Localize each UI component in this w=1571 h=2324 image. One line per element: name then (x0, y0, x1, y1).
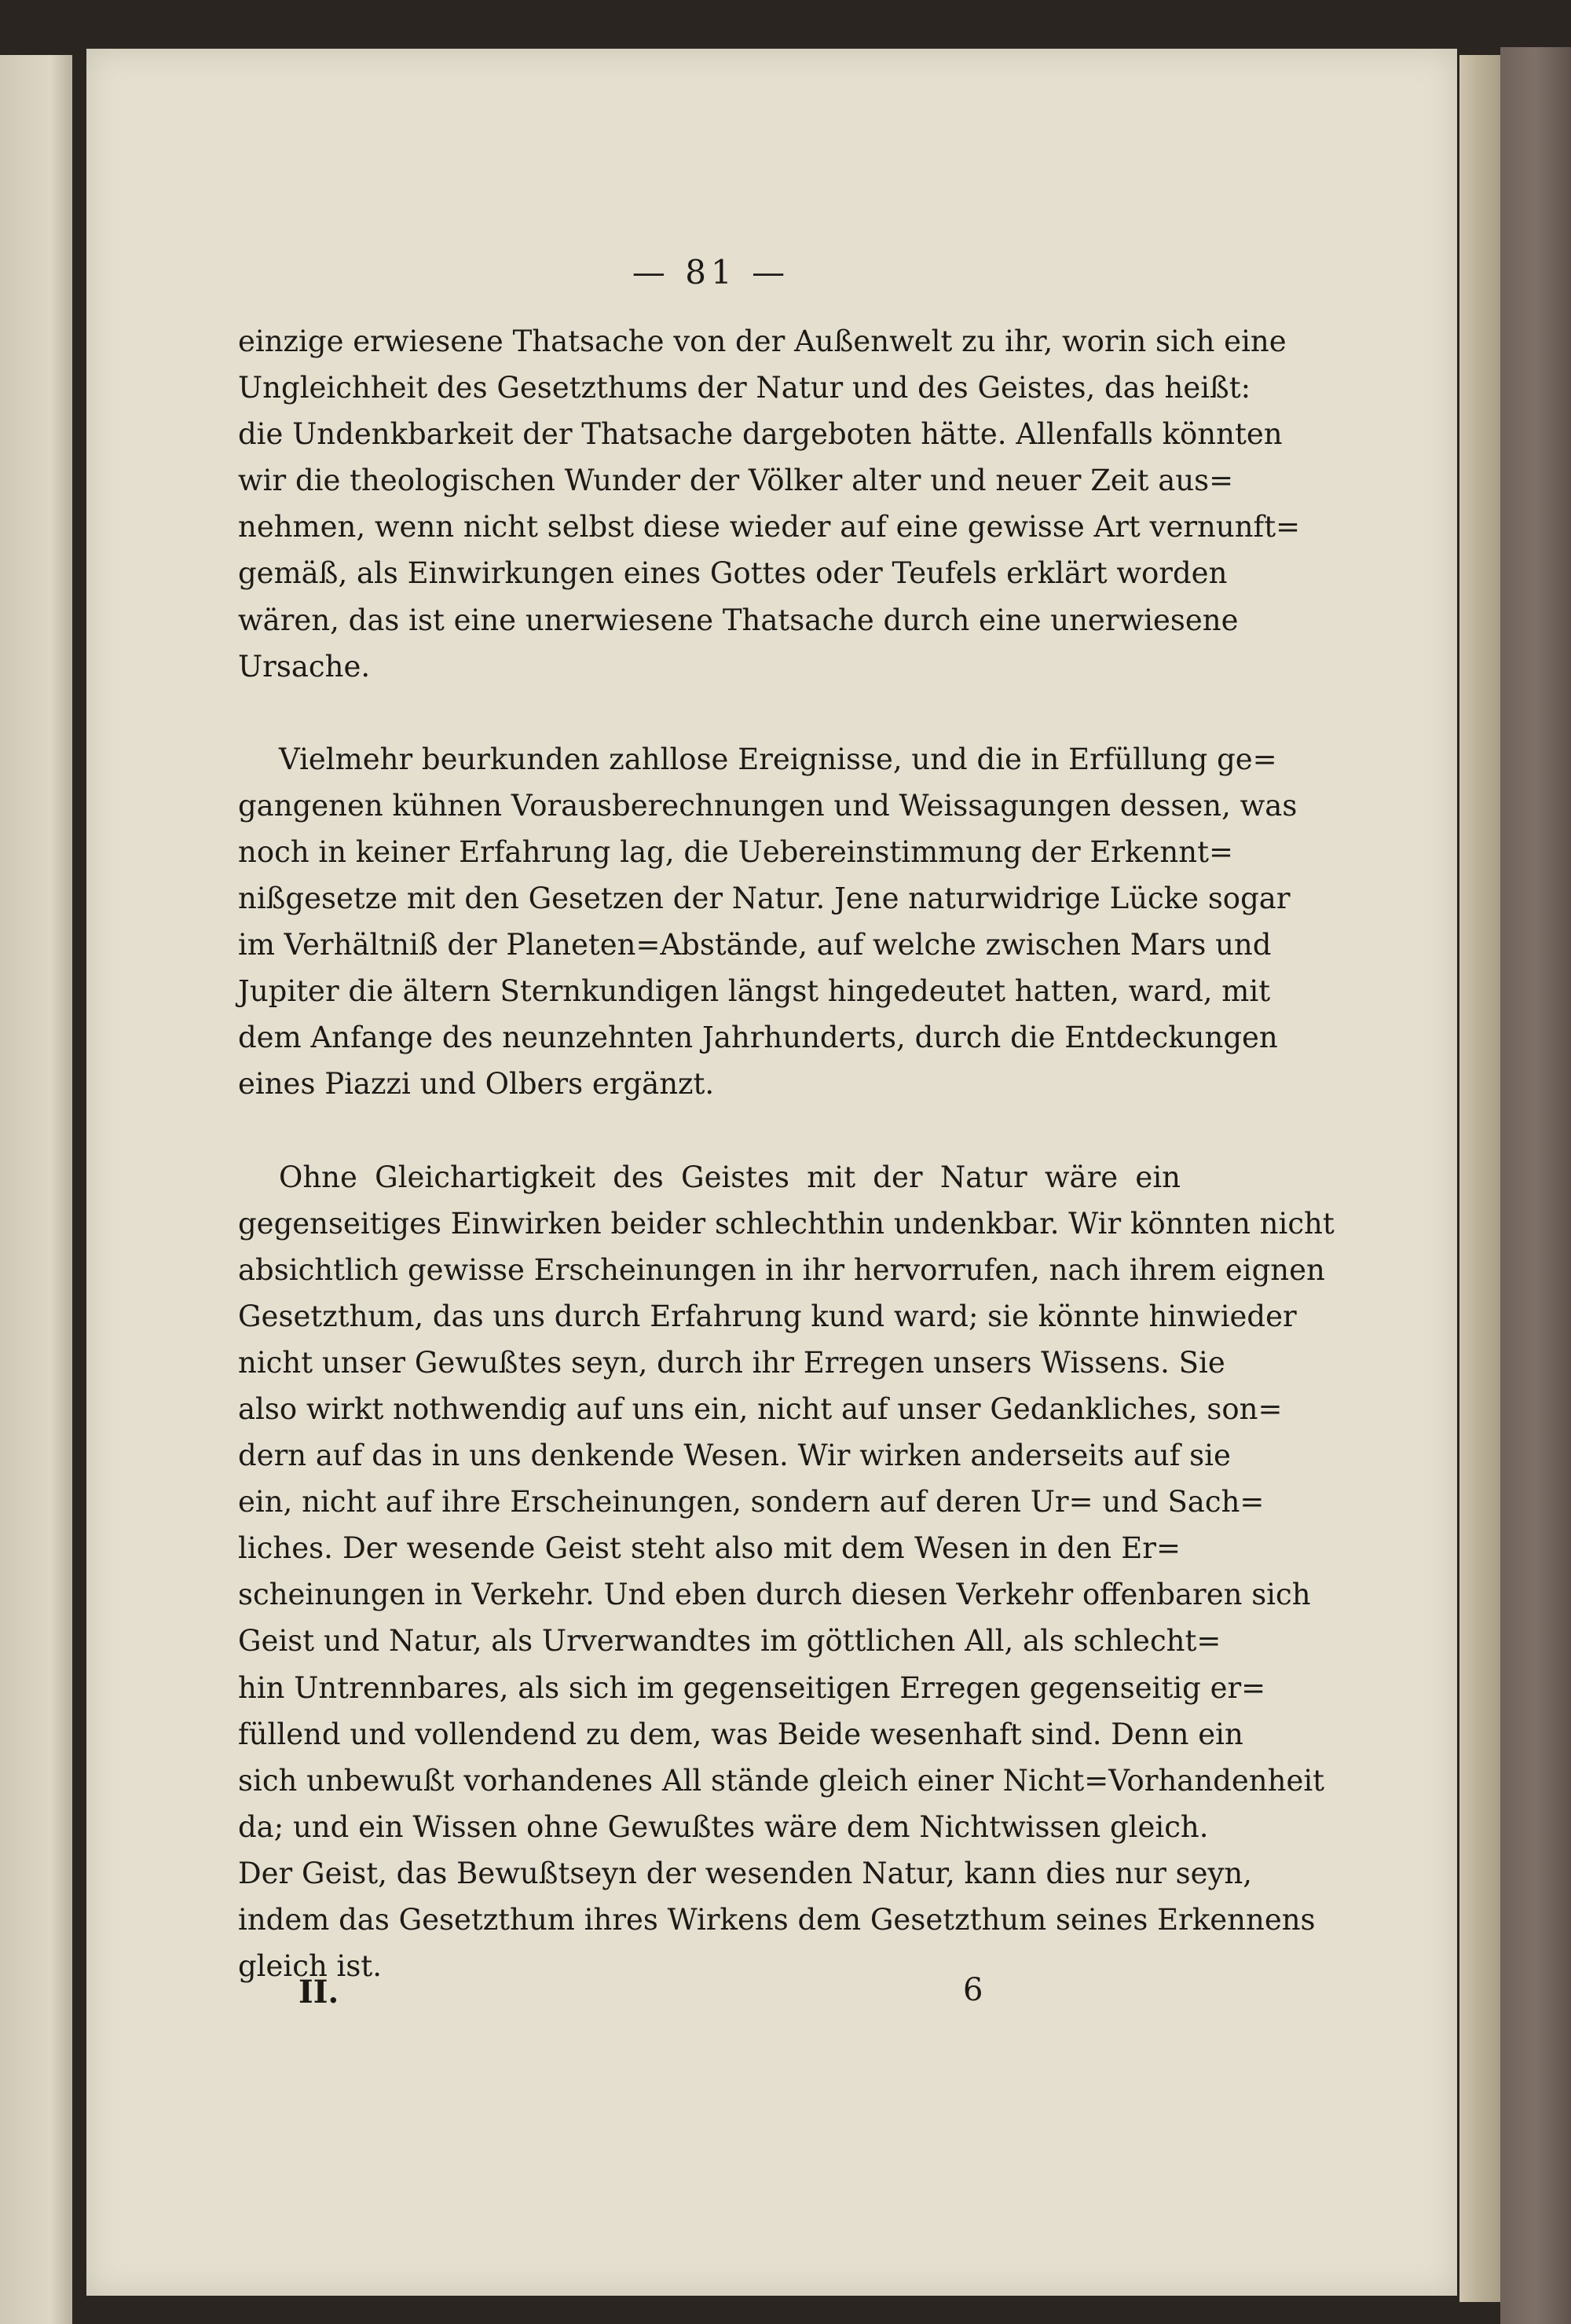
signature-mark: II. (298, 1974, 339, 2011)
text-line: einzige erwiesene Thatsache von der Außenwelt zu ihr, worin sich eine (238, 324, 1287, 358)
book-cover-edge (1500, 47, 1571, 2324)
text-line: wären, das ist eine unerwiesene Thatsache durch eine unerwiesene (238, 603, 1239, 637)
paragraph-1 (238, 318, 1301, 690)
text-line: dern auf das in uns denkende Wesen. Wir wirken anderseits auf sie (238, 1439, 1231, 1473)
text-line: nicht unser Gewußtes seyn, durch ihr Erregen unsers Wissens. Sie (238, 1345, 1225, 1380)
text-line: noch in keiner Erfahrung lag, die Uebereinstimmung der Erkennt= (238, 834, 1233, 869)
paragraph-gap (238, 690, 1181, 736)
text-line: also wirkt nothwendig auf uns ein, nicht auf unser Gedankliches, son= (238, 1391, 1283, 1426)
text-line: gangenen kühnen Vorausberechnungen und Weissagungen dessen, was (238, 788, 1298, 823)
text-line: Ursache. (238, 649, 371, 684)
text-line: ein, nicht auf ihre Erscheinungen, sondern auf deren Ur= und Sach= (238, 1485, 1265, 1519)
sheet-number: 6 (963, 1972, 983, 2008)
text-line: indem das Gesetzthum ihres Wirkens dem Gesetzthum seines Erkennens (238, 1903, 1316, 1937)
paragraph-3 (238, 1154, 1335, 1990)
text-line: absichtlich gewisse Erscheinungen in ihr hervorrufen, nach ihrem eignen (238, 1252, 1325, 1287)
text-line: dem Anfange des neunzehnten Jahrhunderts, durch die Entdeckungen (238, 1021, 1278, 1055)
text-line: hin Untrennbares, als sich im gegenseitigen Erregen gegenseitig er= (238, 1670, 1266, 1705)
text-line: gemäß, als Einwirkungen eines Gottes oder Teufels erklärt worden (238, 556, 1228, 591)
text-line: Vielmehr beurkunden zahllose Ereignisse, und die in Erfüllung ge= (279, 742, 1277, 776)
text-line: die Undenkbarkeit der Thatsache dargeboten hätte. Allenfalls könnten (238, 417, 1283, 452)
text-line: sich unbewußt vorhandenes All stände gleich einer Nicht=Vorhandenheit (238, 1763, 1325, 1798)
text-line: nehmen, wenn nicht selbst diese wieder auf eine gewisse Art vernunft= (238, 510, 1301, 544)
text-line: scheinungen in Verkehr. Und eben durch diesen Verkehr offenbaren sich (238, 1578, 1311, 1612)
text-line: gleich ist. (238, 1949, 383, 1984)
page-number: — 81 — (632, 253, 790, 291)
text-line: Gesetzthum, das uns durch Erfahrung kund ward; sie könnte hinwieder (238, 1299, 1297, 1333)
text-line: wir die theologischen Wunder der Völker alter und neuer Zeit aus= (238, 464, 1234, 498)
text-line: eines Piazzi und Olbers ergänzt. (238, 1067, 715, 1102)
text-line: füllend und vollendend zu dem, was Beide wesenhaft sind. Denn ein (238, 1717, 1243, 1751)
paragraph-gap (238, 1108, 1181, 1154)
text-line: liches. Der wesende Geist steht also mit dem Wesen in den Er= (238, 1531, 1181, 1566)
text-line: Jupiter die ältern Sternkundigen längst hingedeutet hatten, ward, mit (238, 974, 1271, 1009)
paragraph-2 (238, 736, 1298, 1108)
text-line: gegenseitiges Einwirken beider schlechthin undenkbar. Wir könnten nicht (238, 1206, 1335, 1241)
text-line: da; und ein Wissen ohne Gewußtes wäre dem Nichtwissen gleich. (238, 1809, 1209, 1844)
text-line: Ungleichheit des Gesetzthums der Natur und des Geistes, das heißt: (238, 371, 1251, 405)
text-line: Ohne Gleichartigkeit des Geistes mit der Natur wäre ein (279, 1160, 1181, 1194)
text-line: im Verhältniß der Planeten=Abstände, auf welche zwischen Mars und (238, 928, 1272, 962)
page-body (238, 318, 1335, 1989)
text-line: nißgesetze mit den Gesetzen der Natur. Jene naturwidrige Lücke sogar (238, 882, 1291, 916)
text-line: Geist und Natur, als Urverwandtes im göttlichen All, als schlecht= (238, 1624, 1221, 1659)
facing-page-edge (0, 55, 72, 2324)
text-line: Der Geist, das Bewußtseyn der wesenden Natur, kann dies nur seyn, (238, 1856, 1253, 1890)
page-block-edge (1459, 55, 1500, 2302)
